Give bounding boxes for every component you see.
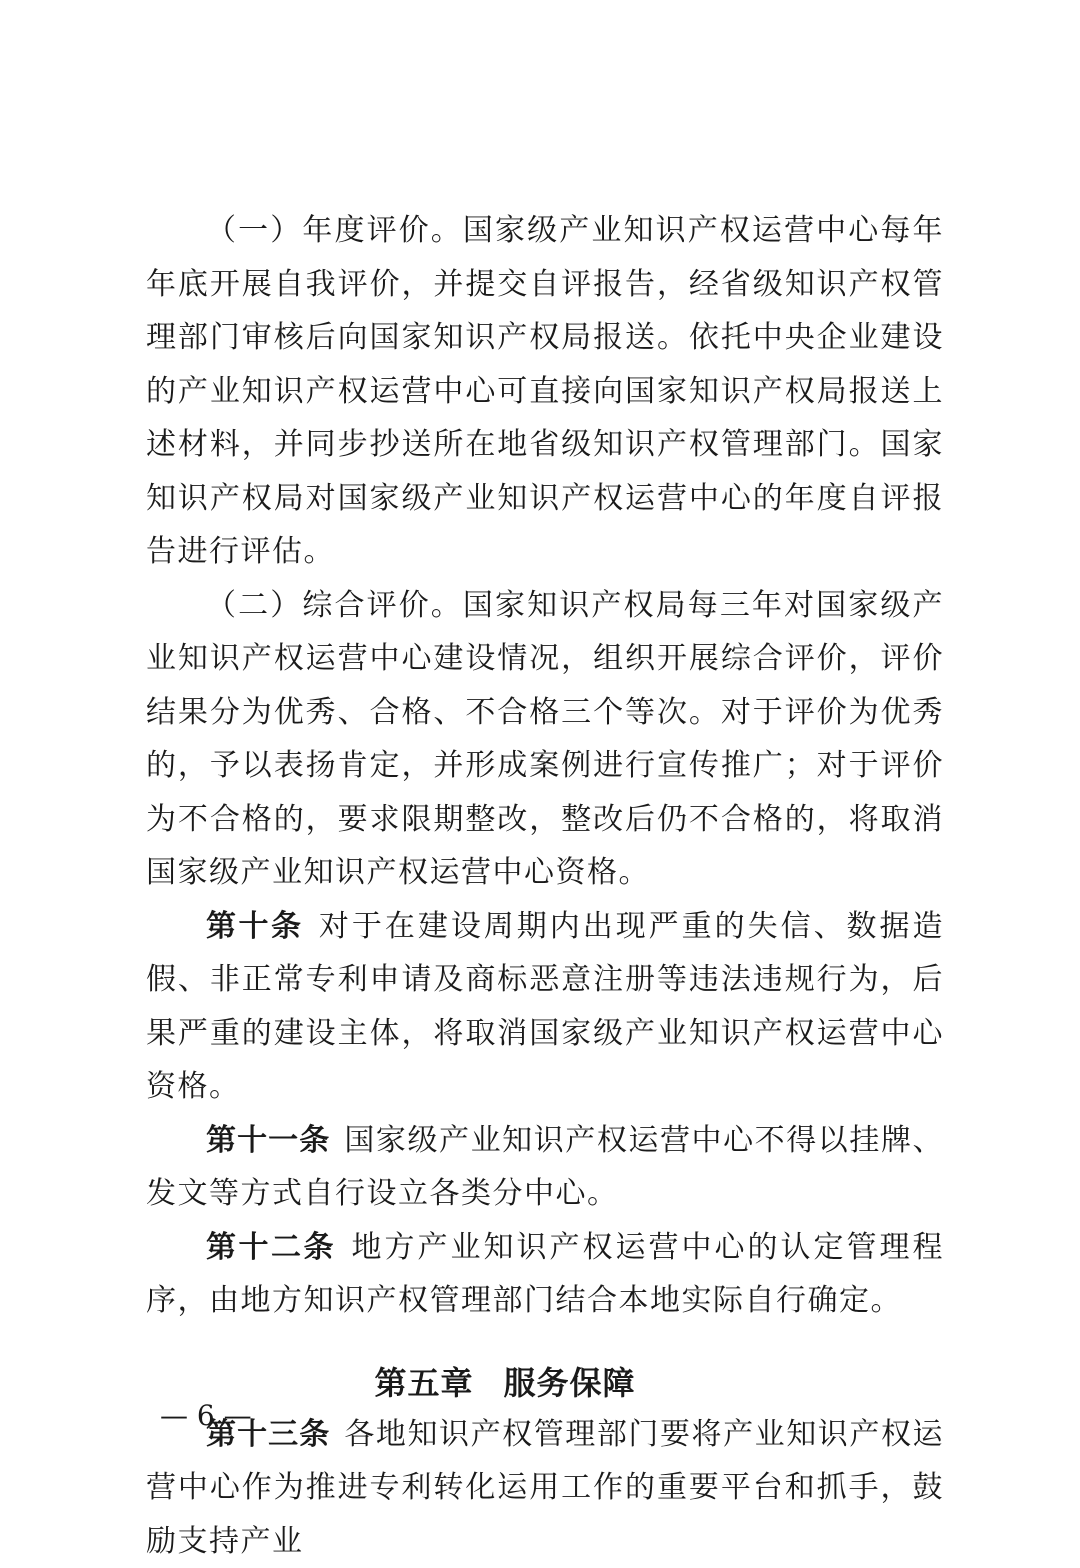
chapter-heading [146,1362,944,1404]
paragraph-comprehensive-evaluation: （二）综合评价。国家知识产权局每三年对国家级产业知识产权运营中心建设情况，组织开展综合评价，评价结果分为优秀、合格、不合格三个等次。对于评价为优秀的，予以表扬肯定，并形成案例进行宣传推广；对于评价为不合格的，要求限期整改，整改后仍不合格的，将取消国家级产业知识产权运营中心资格。 [146,579,944,900]
article-13 [146,1408,944,1568]
article-10 [146,900,944,1114]
chapter-title: 服务保障 [504,1364,636,1402]
chapter-number: 第五章 [374,1364,473,1402]
article-label: 第十三条 [206,1417,330,1452]
article-label: 第十二条 [206,1230,336,1265]
article-text: 地方产业知识产权运营中心的认定管理程序，由地方知识产权管理部门结合本地实际自行确定。 [146,1230,944,1319]
article-label: 第十条 [206,909,303,944]
article-text: 各地知识产权管理部门要将产业知识产权运营中心作为推进专利转化运用工作的重要平台和抓手，鼓励支持产业 [146,1417,944,1559]
article-12 [146,1221,944,1328]
article-label: 第十一条 [206,1123,330,1158]
article-text: 对于在建设周期内出现严重的失信、数据造假、非正常专利申请及商标恶意注册等违法违规行为，后果严重的建设主体，将取消国家级产业知识产权运营中心资格。 [146,909,944,1105]
document-body [146,204,944,1568]
paragraph-annual-evaluation: （一）年度评价。国家级产业知识产权运营中心每年年底开展自我评价，并提交自评报告，经省级知识产权管理部门审核后向国家知识产权局报送。依托中央企业建设的产业知识产权运营中心可直接向国家知识产权局报送上述材料，并同步抄送所在地省级知识产权管理部门。国家知识产权局对国家级产业知识产权运营中心的年度自评报告进行评估。 [146,204,944,579]
article-11 [146,1114,944,1221]
page-number: — 6 — [160,1398,252,1434]
article-text: 国家级产业知识产权运营中心不得以挂牌、发文等方式自行设立各类分中心。 [146,1123,944,1212]
